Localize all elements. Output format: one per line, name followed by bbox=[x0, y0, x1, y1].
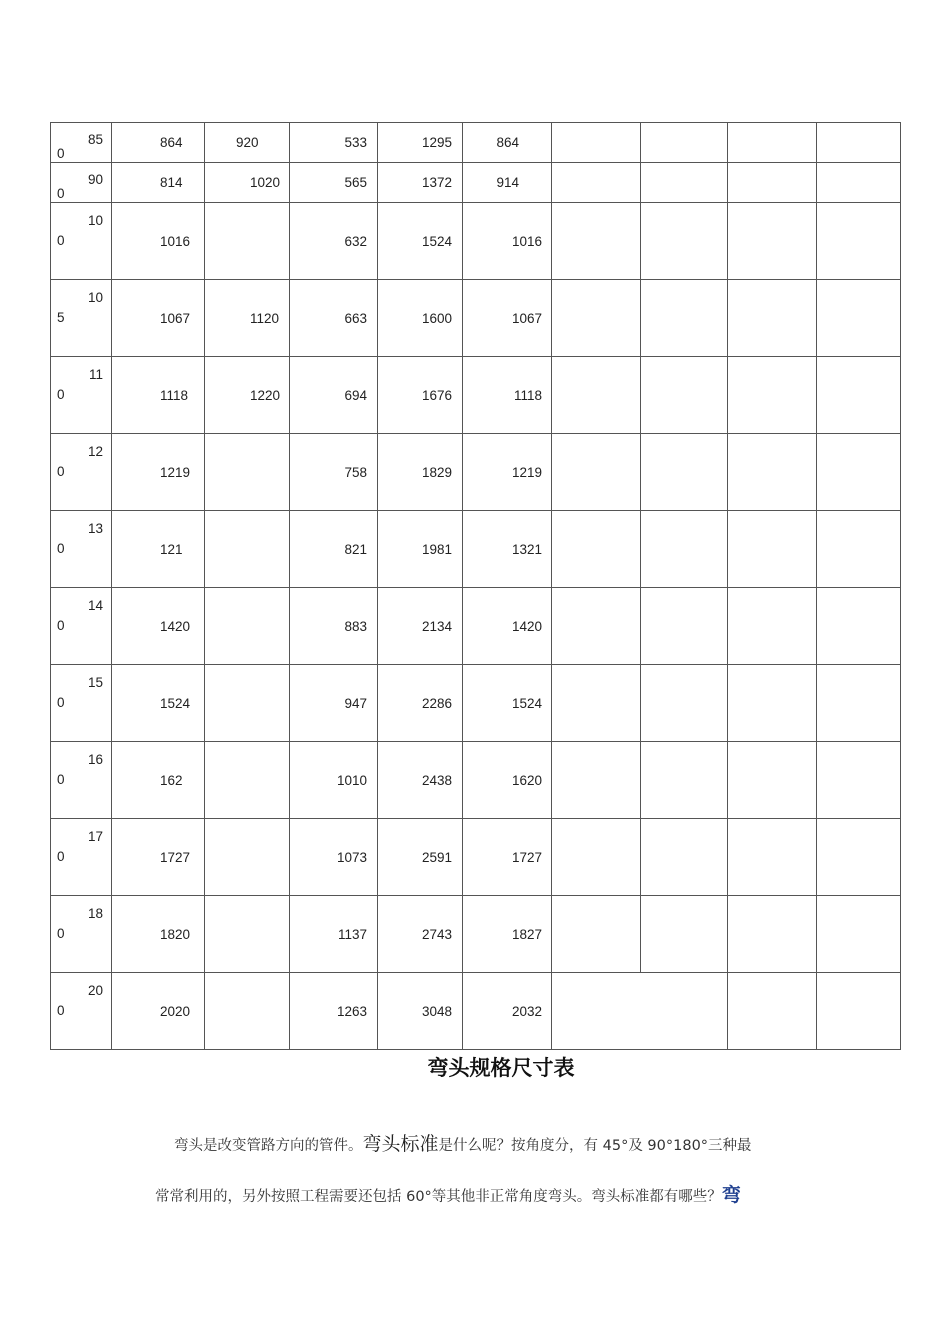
table-cell: 1016 bbox=[463, 203, 552, 280]
table-cell: 2591 bbox=[378, 819, 463, 896]
dn-bottom-text: 0 bbox=[57, 387, 65, 402]
dn-cell bbox=[51, 163, 112, 203]
table-cell: 533 bbox=[290, 123, 378, 163]
table-cell: 694 bbox=[290, 357, 378, 434]
dn-top-text: 10 bbox=[87, 290, 103, 305]
paragraph-1 bbox=[0, 1129, 950, 1156]
empty-cell bbox=[728, 280, 817, 357]
table-cell: 1321 bbox=[463, 511, 552, 588]
table-cell: 1219 bbox=[112, 434, 205, 511]
dn-top-text: 16 bbox=[87, 752, 103, 767]
empty-cell bbox=[728, 434, 817, 511]
dn-top-text: 14 bbox=[87, 598, 103, 613]
dn-bottom-text: 0 bbox=[57, 695, 65, 710]
table-cell: 1620 bbox=[463, 742, 552, 819]
dn-bottom-text: 0 bbox=[57, 1003, 65, 1018]
dn-top-text: 15 bbox=[87, 675, 103, 690]
empty-cell bbox=[641, 896, 728, 973]
table-cell: 1010 bbox=[290, 742, 378, 819]
table-row bbox=[51, 588, 901, 665]
table-cell: 1118 bbox=[463, 357, 552, 434]
dn-bottom-text: 0 bbox=[57, 772, 65, 787]
empty-cell bbox=[728, 511, 817, 588]
table-row bbox=[51, 203, 901, 280]
table-cell: 1524 bbox=[378, 203, 463, 280]
table-row bbox=[51, 434, 901, 511]
table-row bbox=[51, 163, 901, 203]
table-cell: 1067 bbox=[112, 280, 205, 357]
table-cell: 1600 bbox=[378, 280, 463, 357]
empty-cell bbox=[552, 511, 641, 588]
paragraph-text: 弯头是改变管路方向的管件。 bbox=[174, 1138, 363, 1154]
dn-bottom-text: 0 bbox=[57, 233, 65, 248]
table-cell: 914 bbox=[463, 163, 552, 203]
empty-cell bbox=[552, 357, 641, 434]
dn-top-text: 11 bbox=[88, 367, 103, 382]
table-cell: 1676 bbox=[378, 357, 463, 434]
table-cell: 947 bbox=[290, 665, 378, 742]
table-cell bbox=[205, 203, 290, 280]
table-cell: 864 bbox=[112, 123, 205, 163]
empty-cell bbox=[817, 511, 901, 588]
table-cell: 2134 bbox=[378, 588, 463, 665]
empty-cell bbox=[728, 896, 817, 973]
empty-cell bbox=[641, 163, 728, 203]
table-cell: 1420 bbox=[463, 588, 552, 665]
dn-cell bbox=[51, 511, 112, 588]
dn-top-text: 90 bbox=[87, 172, 103, 187]
table-cell: 758 bbox=[290, 434, 378, 511]
table-cell: 162 bbox=[112, 742, 205, 819]
table-row bbox=[51, 665, 901, 742]
table-cell: 814 bbox=[112, 163, 205, 203]
table-cell: 565 bbox=[290, 163, 378, 203]
dn-bottom-text: 5 bbox=[57, 310, 65, 325]
empty-cell bbox=[817, 280, 901, 357]
empty-cell bbox=[552, 280, 641, 357]
empty-cell bbox=[817, 163, 901, 203]
table-cell: 1827 bbox=[463, 896, 552, 973]
table-cell: 1981 bbox=[378, 511, 463, 588]
dn-cell bbox=[51, 973, 112, 1050]
dn-cell bbox=[51, 665, 112, 742]
dn-bottom-text: 0 bbox=[57, 926, 65, 941]
empty-cell bbox=[817, 896, 901, 973]
empty-cell bbox=[728, 357, 817, 434]
elbow-spec-table bbox=[50, 122, 901, 1050]
table-cell: 1016 bbox=[112, 203, 205, 280]
empty-cell bbox=[641, 203, 728, 280]
empty-cell bbox=[728, 819, 817, 896]
dn-top-text: 85 bbox=[87, 132, 103, 147]
table-cell: 1372 bbox=[378, 163, 463, 203]
empty-cell bbox=[641, 742, 728, 819]
table-row bbox=[51, 742, 901, 819]
empty-cell bbox=[728, 203, 817, 280]
table-cell: 1220 bbox=[205, 357, 290, 434]
empty-cell bbox=[552, 742, 641, 819]
table-row bbox=[51, 280, 901, 357]
empty-cell bbox=[817, 357, 901, 434]
dn-top-text: 10 bbox=[87, 213, 103, 228]
table-cell: 2438 bbox=[378, 742, 463, 819]
dn-cell bbox=[51, 357, 112, 434]
table-cell: 1829 bbox=[378, 434, 463, 511]
empty-cell bbox=[552, 896, 641, 973]
empty-cell bbox=[817, 973, 901, 1050]
table-cell: 2020 bbox=[112, 973, 205, 1050]
dn-cell bbox=[51, 896, 112, 973]
table-row bbox=[51, 819, 901, 896]
dn-bottom-text: 0 bbox=[57, 464, 65, 479]
table-cell: 121 bbox=[112, 511, 205, 588]
table-cell: 1727 bbox=[463, 819, 552, 896]
table-row bbox=[51, 357, 901, 434]
empty-cell bbox=[817, 665, 901, 742]
table-cell: 1073 bbox=[290, 819, 378, 896]
table-cell: 1295 bbox=[378, 123, 463, 163]
dn-top-text: 12 bbox=[87, 444, 103, 459]
empty-cell bbox=[641, 819, 728, 896]
empty-cell bbox=[728, 742, 817, 819]
table-cell: 1219 bbox=[463, 434, 552, 511]
empty-cell bbox=[817, 123, 901, 163]
table-row bbox=[51, 511, 901, 588]
table-row bbox=[51, 973, 901, 1050]
empty-cell bbox=[552, 665, 641, 742]
empty-cell bbox=[552, 588, 641, 665]
dn-cell bbox=[51, 819, 112, 896]
dn-bottom-text: 0 bbox=[57, 618, 65, 633]
table-cell: 883 bbox=[290, 588, 378, 665]
table-cell bbox=[205, 588, 290, 665]
table-cell bbox=[205, 896, 290, 973]
page-title: 弯头规格尺寸表 bbox=[427, 1056, 575, 1080]
table-cell: 1524 bbox=[112, 665, 205, 742]
table-cell bbox=[205, 665, 290, 742]
dn-bottom-text: 0 bbox=[57, 849, 65, 864]
table-cell: 1820 bbox=[112, 896, 205, 973]
dn-cell bbox=[51, 588, 112, 665]
table-cell: 1727 bbox=[112, 819, 205, 896]
table-cell: 663 bbox=[290, 280, 378, 357]
table-cell: 3048 bbox=[378, 973, 463, 1050]
table-cell bbox=[205, 434, 290, 511]
empty-cell bbox=[817, 203, 901, 280]
empty-cell bbox=[728, 665, 817, 742]
empty-cell bbox=[817, 742, 901, 819]
empty-cell bbox=[641, 280, 728, 357]
empty-cell bbox=[728, 973, 817, 1050]
empty-cell bbox=[552, 819, 641, 896]
empty-cell bbox=[817, 588, 901, 665]
dn-bottom-text: 0 bbox=[57, 186, 65, 201]
dn-top-text: 18 bbox=[87, 906, 103, 921]
table-cell: 1524 bbox=[463, 665, 552, 742]
dn-top-text: 17 bbox=[87, 829, 103, 844]
empty-cell bbox=[641, 588, 728, 665]
dn-cell bbox=[51, 280, 112, 357]
table-cell bbox=[205, 742, 290, 819]
empty-cell bbox=[728, 163, 817, 203]
table-cell: 1263 bbox=[290, 973, 378, 1050]
dn-top-text: 20 bbox=[87, 983, 103, 998]
table-cell bbox=[205, 819, 290, 896]
dn-top-text: 13 bbox=[87, 521, 103, 536]
dn-cell bbox=[51, 434, 112, 511]
table-cell: 2743 bbox=[378, 896, 463, 973]
empty-cell bbox=[728, 123, 817, 163]
dn-cell bbox=[51, 742, 112, 819]
table-cell: 1137 bbox=[290, 896, 378, 973]
empty-cell bbox=[817, 434, 901, 511]
table-cell: 920 bbox=[205, 123, 290, 163]
empty-cell bbox=[552, 123, 641, 163]
table-cell: 2286 bbox=[378, 665, 463, 742]
empty-cell bbox=[552, 203, 641, 280]
table-cell: 2032 bbox=[463, 973, 552, 1050]
table-cell: 1420 bbox=[112, 588, 205, 665]
table-row bbox=[51, 123, 901, 163]
dn-cell bbox=[51, 123, 112, 163]
table-row bbox=[51, 896, 901, 973]
keyword-link[interactable]: 弯 bbox=[721, 1184, 741, 1206]
table-cell: 1067 bbox=[463, 280, 552, 357]
dn-cell bbox=[51, 203, 112, 280]
empty-cell bbox=[817, 819, 901, 896]
empty-cell bbox=[641, 123, 728, 163]
empty-cell bbox=[641, 511, 728, 588]
paragraph-text: 常常利用的，另外按照工程需要还包括 60°等其他非正常角度弯头。弯头标准都有哪些？ bbox=[155, 1189, 722, 1205]
empty-cell bbox=[552, 434, 641, 511]
table-cell: 1020 bbox=[205, 163, 290, 203]
keyword-link[interactable]: 弯头标准 bbox=[362, 1133, 439, 1155]
table-cell: 864 bbox=[463, 123, 552, 163]
empty-cell bbox=[641, 357, 728, 434]
table-cell bbox=[205, 511, 290, 588]
empty-cell bbox=[641, 665, 728, 742]
paragraph-2 bbox=[0, 1180, 950, 1207]
empty-cell bbox=[552, 163, 641, 203]
empty-cell bbox=[552, 973, 728, 1050]
dn-bottom-text: 0 bbox=[57, 146, 65, 161]
table-cell: 1118 bbox=[112, 357, 205, 434]
table-cell: 821 bbox=[290, 511, 378, 588]
table-cell: 632 bbox=[290, 203, 378, 280]
dn-bottom-text: 0 bbox=[57, 541, 65, 556]
empty-cell bbox=[641, 434, 728, 511]
table-cell bbox=[205, 973, 290, 1050]
paragraph-text: 是什么呢？按角度分，有 45°及 90°180°三种最 bbox=[438, 1138, 752, 1154]
empty-cell bbox=[728, 588, 817, 665]
table-cell: 1120 bbox=[205, 280, 290, 357]
